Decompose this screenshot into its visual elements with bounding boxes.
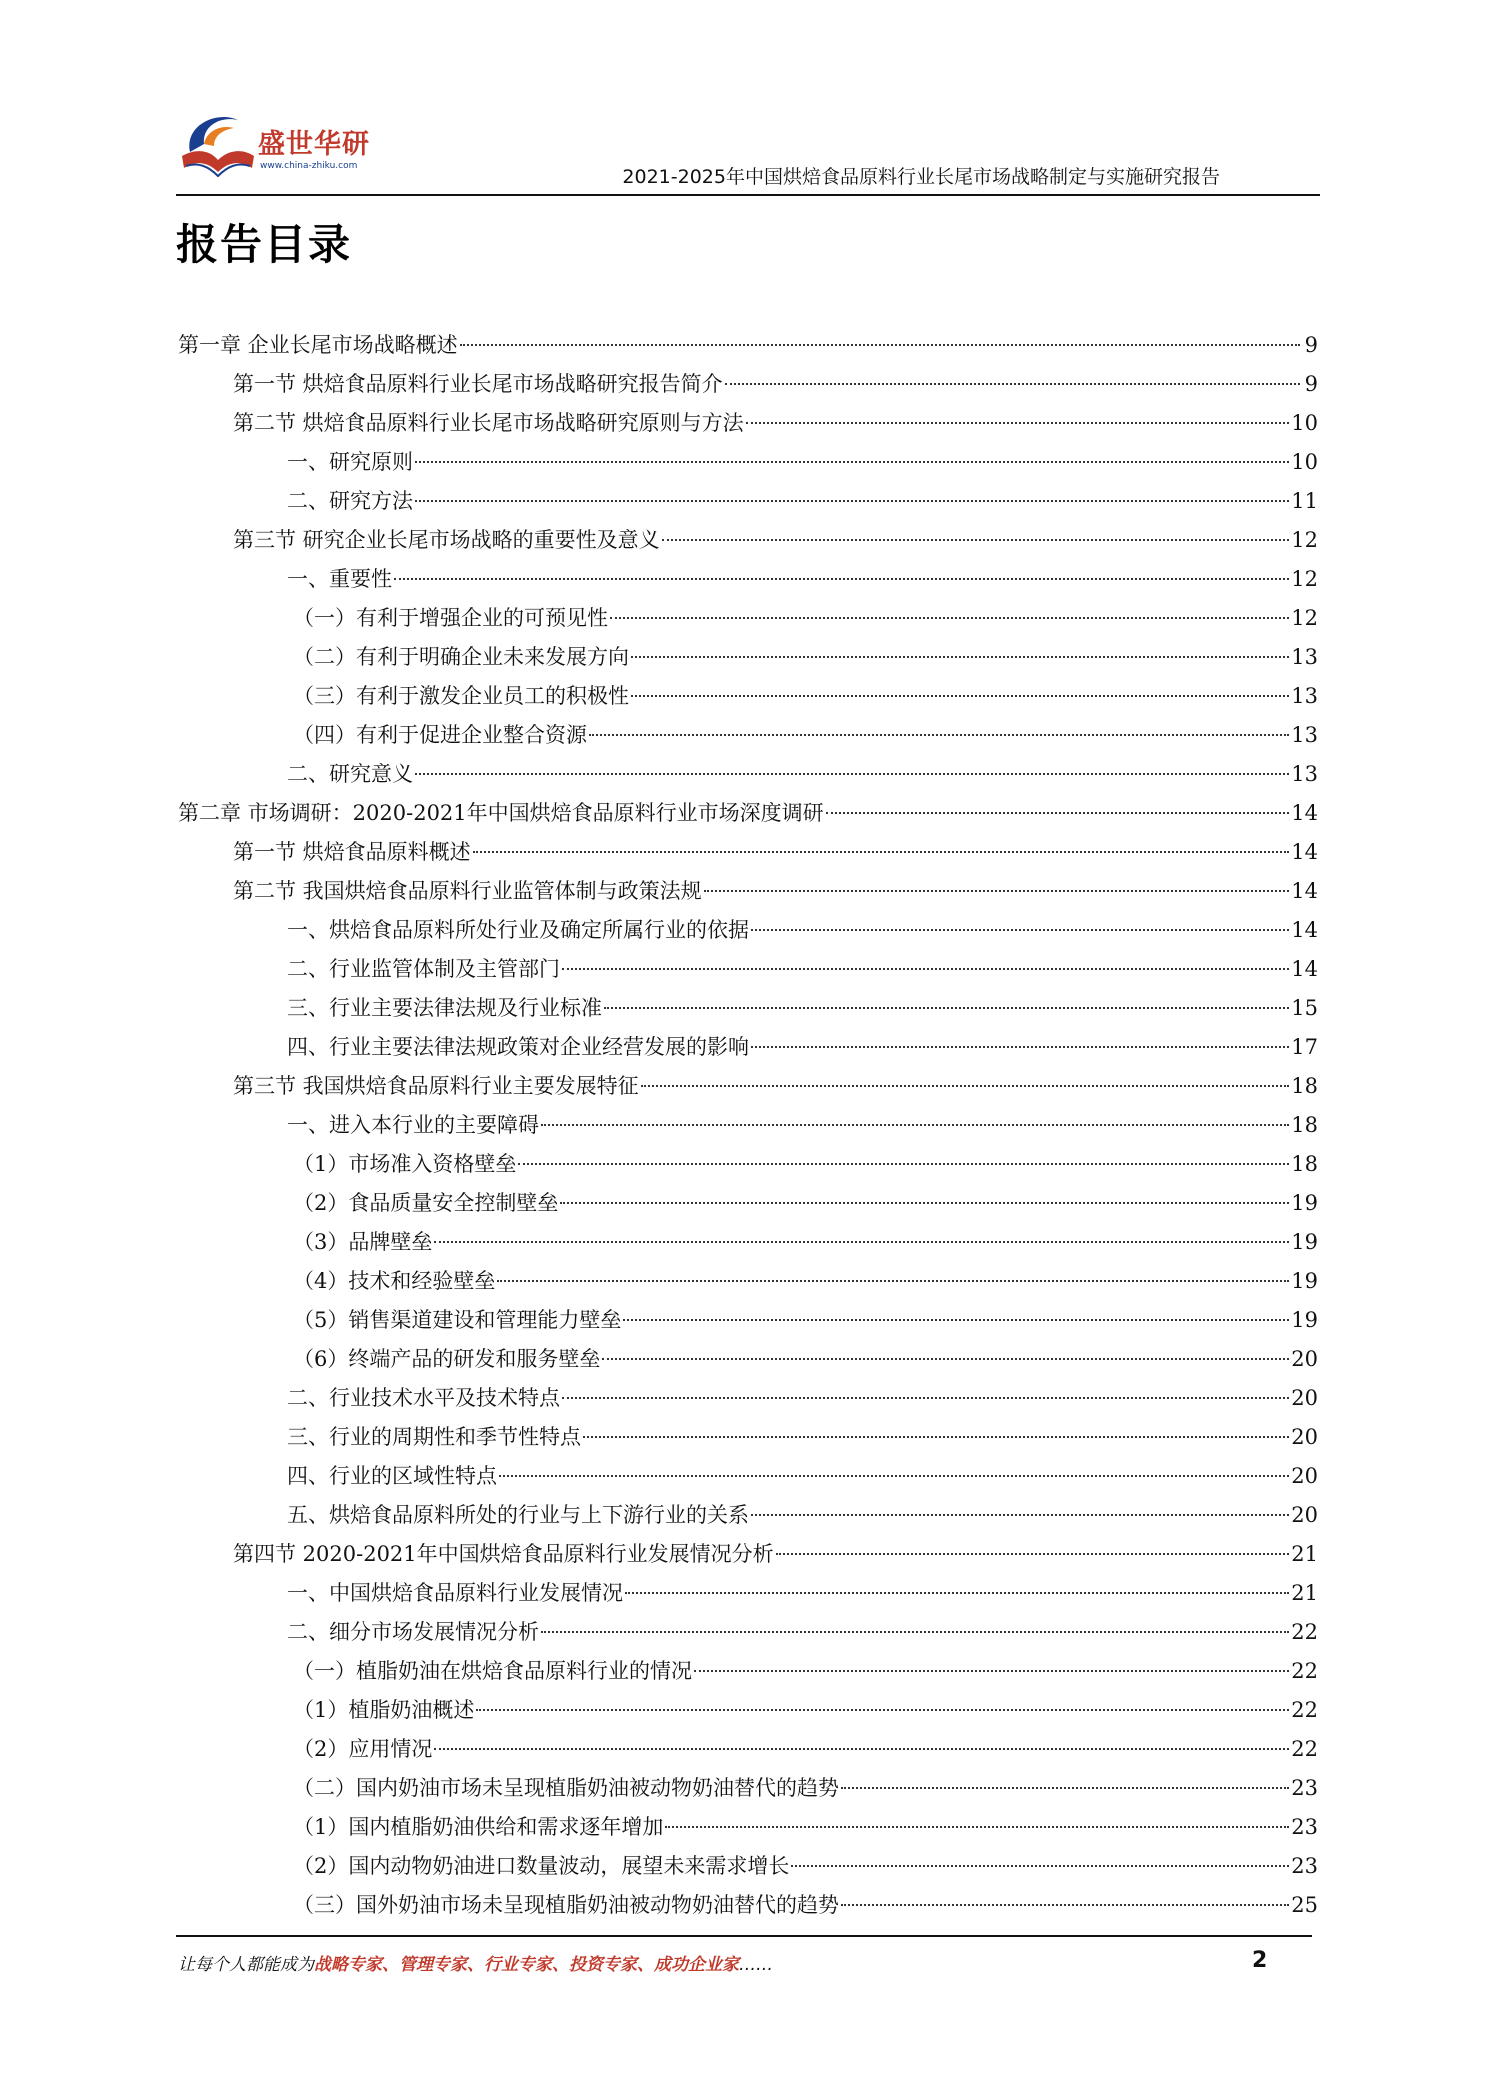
toc-entry-page: 25	[1291, 1893, 1318, 1917]
footer-slogan-suffix: ……	[739, 1955, 773, 1975]
toc-leader-dots	[751, 928, 1289, 931]
toc-entry-page: 9	[1304, 333, 1318, 357]
toc-entry-page: 18	[1291, 1074, 1318, 1098]
toc-entry[interactable]	[178, 482, 1318, 521]
toc-entry-title: 二、细分市场发展情况分析	[287, 1620, 539, 1644]
toc-entry[interactable]	[178, 1106, 1318, 1145]
toc-entry[interactable]	[178, 443, 1318, 482]
logo-url: www.china-zhiku.com	[260, 161, 358, 171]
toc-entry-page: 23	[1291, 1854, 1318, 1878]
toc-leader-dots	[602, 1357, 1289, 1360]
toc-leader-dots	[665, 1825, 1289, 1828]
toc-entry-page: 11	[1291, 489, 1318, 513]
toc-entry-page: 21	[1291, 1542, 1318, 1566]
toc-entry-title: 四、行业主要法律法规政策对企业经营发展的影响	[287, 1035, 749, 1059]
toc-entry-page: 13	[1291, 684, 1318, 708]
toc-entry-page: 17	[1291, 1035, 1318, 1059]
logo-emblem-icon	[176, 106, 256, 186]
toc-entry-page: 19	[1291, 1191, 1318, 1215]
toc-entry[interactable]	[178, 1496, 1318, 1535]
toc-leader-dots	[610, 616, 1289, 619]
toc-leader-dots	[694, 1669, 1289, 1672]
toc-entry-title: 一、重要性	[287, 567, 392, 591]
toc-entry-page: 20	[1291, 1386, 1318, 1410]
toc-leader-dots	[562, 1396, 1289, 1399]
toc-entry-page: 22	[1291, 1698, 1318, 1722]
toc-entry-page: 22	[1291, 1620, 1318, 1644]
toc-leader-dots	[434, 1747, 1289, 1750]
toc-entry[interactable]	[178, 638, 1318, 677]
toc-entry[interactable]	[178, 1067, 1318, 1106]
toc-entry[interactable]	[178, 1808, 1318, 1847]
toc-entry-title: （三）有利于激发企业员工的积极性	[293, 684, 629, 708]
toc-entry[interactable]	[178, 716, 1318, 755]
toc-entry[interactable]	[178, 989, 1318, 1028]
toc-entry-title: 第一节 烘焙食品原料概述	[233, 840, 471, 864]
toc-entry-title: （2）应用情况	[293, 1737, 433, 1761]
toc-leader-dots	[604, 1006, 1289, 1009]
toc-entry-title: 第二章 市场调研：2020-2021年中国烘焙食品原料行业市场深度调研	[178, 801, 824, 825]
toc-entry[interactable]	[178, 1691, 1318, 1730]
toc-entry-title: （三）国外奶油市场未呈现植脂奶油被动物奶油替代的趋势	[293, 1893, 839, 1917]
toc-entry-title: （四）有利于促进企业整合资源	[293, 723, 587, 747]
toc-leader-dots	[751, 1513, 1289, 1516]
toc-entry-title: 二、行业技术水平及技术特点	[287, 1386, 560, 1410]
page-title: 报告目录	[176, 220, 353, 269]
toc-entry-page: 22	[1291, 1659, 1318, 1683]
toc-leader-dots	[415, 772, 1289, 775]
toc-leader-dots	[841, 1903, 1289, 1906]
toc-leader-dots	[841, 1786, 1289, 1789]
toc-entry-page: 12	[1291, 606, 1318, 630]
toc-entry-page: 13	[1291, 723, 1318, 747]
toc-leader-dots	[583, 1435, 1289, 1438]
toc-leader-dots	[704, 889, 1290, 892]
toc-leader-dots	[641, 1084, 1290, 1087]
toc-leader-dots	[476, 1708, 1289, 1711]
toc-leader-dots	[826, 811, 1290, 814]
toc-entry-title: 一、中国烘焙食品原料行业发展情况	[287, 1581, 623, 1605]
toc-entry-page: 19	[1291, 1230, 1318, 1254]
toc-entry[interactable]	[178, 1730, 1318, 1769]
toc-entry-title: 第二节 烘焙食品原料行业长尾市场战略研究原则与方法	[233, 411, 744, 435]
toc-entry[interactable]	[178, 326, 1318, 365]
table-of-contents	[178, 326, 1318, 1925]
toc-entry[interactable]	[178, 911, 1318, 950]
toc-entry-title: 第二节 我国烘焙食品原料行业监管体制与政策法规	[233, 879, 702, 903]
toc-entry-title: （4）技术和经验壁垒	[293, 1269, 496, 1293]
page-number: 2	[1252, 1948, 1268, 1973]
toc-entry-title: 五、烘焙食品原料所处的行业与上下游行业的关系	[287, 1503, 749, 1527]
footer-slogan-prefix: 让每个人都能成为	[178, 1955, 314, 1975]
toc-entry-title: 一、烘焙食品原料所处行业及确定所属行业的依据	[287, 918, 749, 942]
toc-entry-page: 20	[1291, 1425, 1318, 1449]
toc-entry[interactable]	[178, 1769, 1318, 1808]
toc-entry[interactable]	[178, 365, 1318, 404]
toc-entry[interactable]	[178, 1223, 1318, 1262]
toc-entry-title: （一）有利于增强企业的可预见性	[293, 606, 608, 630]
toc-leader-dots	[725, 382, 1300, 385]
toc-entry-title: 第一节 烘焙食品原料行业长尾市场战略研究报告简介	[233, 372, 723, 396]
page-header	[176, 96, 1320, 200]
toc-entry-page: 18	[1291, 1152, 1318, 1176]
toc-leader-dots	[589, 733, 1289, 736]
toc-entry-page: 13	[1291, 645, 1318, 669]
toc-entry[interactable]	[178, 1847, 1318, 1886]
toc-entry-title: （二）国内奶油市场未呈现植脂奶油被动物奶油替代的趋势	[293, 1776, 839, 1800]
toc-entry-title: （2）食品质量安全控制壁垒	[293, 1191, 559, 1215]
toc-entry[interactable]	[178, 1379, 1318, 1418]
toc-entry-page: 14	[1291, 918, 1318, 942]
toc-entry[interactable]	[178, 1574, 1318, 1613]
toc-entry-page: 21	[1291, 1581, 1318, 1605]
toc-entry-title: 第三节 我国烘焙食品原料行业主要发展特征	[233, 1074, 639, 1098]
toc-entry-page: 10	[1291, 450, 1318, 474]
header-divider	[176, 194, 1320, 196]
footer-slogan-highlight: 战略专家、管理专家、行业专家、投资专家、成功企业家	[314, 1955, 739, 1975]
toc-entry[interactable]	[178, 1886, 1318, 1925]
toc-entry-page: 13	[1291, 762, 1318, 786]
toc-entry-page: 12	[1291, 528, 1318, 552]
toc-entry[interactable]	[178, 599, 1318, 638]
toc-entry-title: 三、行业主要法律法规及行业标准	[287, 996, 602, 1020]
toc-leader-dots	[751, 1045, 1289, 1048]
toc-entry[interactable]	[178, 1145, 1318, 1184]
toc-entry-title: 第三节 研究企业长尾市场战略的重要性及意义	[233, 528, 660, 552]
toc-leader-dots	[497, 1279, 1289, 1282]
toc-entry-title: 二、研究意义	[287, 762, 413, 786]
toc-leader-dots	[560, 1201, 1289, 1204]
toc-leader-dots	[791, 1864, 1289, 1867]
toc-entry-title: （一）植脂奶油在烘焙食品原料行业的情况	[293, 1659, 692, 1683]
toc-entry[interactable]	[178, 833, 1318, 872]
toc-entry-page: 14	[1291, 840, 1318, 864]
company-logo	[176, 106, 396, 186]
toc-leader-dots	[662, 538, 1290, 541]
toc-entry-page: 10	[1291, 411, 1318, 435]
toc-leader-dots	[434, 1240, 1289, 1243]
toc-leader-dots	[460, 343, 1300, 346]
toc-entry-title: （2）国内动物奶油进口数量波动，展望未来需求增长	[293, 1854, 790, 1878]
toc-leader-dots	[631, 655, 1289, 658]
toc-leader-dots	[394, 577, 1289, 580]
toc-entry[interactable]	[178, 1340, 1318, 1379]
toc-entry[interactable]	[178, 794, 1318, 833]
toc-leader-dots	[415, 499, 1289, 502]
toc-entry-page: 19	[1291, 1308, 1318, 1332]
toc-entry-page: 20	[1291, 1464, 1318, 1488]
report-title: 2021-2025年中国烘焙食品原料行业长尾市场战略制定与实施研究报告	[622, 166, 1220, 188]
toc-entry[interactable]	[178, 1652, 1318, 1691]
toc-entry-title: 二、行业监管体制及主管部门	[287, 957, 560, 981]
toc-entry-page: 20	[1291, 1503, 1318, 1527]
toc-leader-dots	[631, 694, 1289, 697]
toc-entry[interactable]	[178, 1262, 1318, 1301]
toc-entry[interactable]	[178, 560, 1318, 599]
toc-entry-page: 22	[1291, 1737, 1318, 1761]
footer-divider	[176, 1935, 1312, 1937]
toc-entry[interactable]	[178, 1457, 1318, 1496]
toc-leader-dots	[499, 1474, 1289, 1477]
toc-entry-page: 23	[1291, 1815, 1318, 1839]
toc-entry-page: 9	[1304, 372, 1318, 396]
toc-entry-title: 一、进入本行业的主要障碍	[287, 1113, 539, 1137]
toc-leader-dots	[473, 850, 1290, 853]
toc-entry[interactable]	[178, 677, 1318, 716]
toc-entry-page: 20	[1291, 1347, 1318, 1371]
toc-entry-title: 第四节 2020-2021年中国烘焙食品原料行业发展情况分析	[233, 1542, 774, 1566]
toc-entry[interactable]	[178, 755, 1318, 794]
toc-entry-page: 19	[1291, 1269, 1318, 1293]
toc-leader-dots	[623, 1318, 1289, 1321]
toc-leader-dots	[776, 1552, 1290, 1555]
toc-leader-dots	[518, 1162, 1289, 1165]
toc-entry-page: 12	[1291, 567, 1318, 591]
toc-entry-title: 一、研究原则	[287, 450, 413, 474]
toc-leader-dots	[746, 421, 1290, 424]
logo-name: 盛世华研	[258, 129, 370, 160]
toc-entry-page: 18	[1291, 1113, 1318, 1137]
toc-entry[interactable]	[178, 1184, 1318, 1223]
toc-entry-title: （1）植脂奶油概述	[293, 1698, 475, 1722]
toc-entry-page: 14	[1291, 879, 1318, 903]
toc-entry-title: （1）国内植脂奶油供给和需求逐年增加	[293, 1815, 664, 1839]
toc-entry-title: （6）终端产品的研发和服务壁垒	[293, 1347, 601, 1371]
toc-entry-page: 14	[1291, 957, 1318, 981]
toc-entry[interactable]	[178, 872, 1318, 911]
toc-entry[interactable]	[178, 1028, 1318, 1067]
toc-entry[interactable]	[178, 1418, 1318, 1457]
toc-entry[interactable]	[178, 404, 1318, 443]
toc-entry-title: （3）品牌壁垒	[293, 1230, 433, 1254]
footer-slogan	[178, 1950, 773, 1975]
toc-entry[interactable]	[178, 950, 1318, 989]
toc-leader-dots	[541, 1630, 1289, 1633]
toc-leader-dots	[541, 1123, 1289, 1126]
toc-leader-dots	[562, 967, 1289, 970]
toc-entry-title: （5）销售渠道建设和管理能力壁垒	[293, 1308, 622, 1332]
toc-entry[interactable]	[178, 1535, 1318, 1574]
toc-entry-page: 15	[1291, 996, 1318, 1020]
toc-entry-title: 四、行业的区域性特点	[287, 1464, 497, 1488]
toc-leader-dots	[625, 1591, 1289, 1594]
toc-entry[interactable]	[178, 1613, 1318, 1652]
toc-entry[interactable]	[178, 1301, 1318, 1340]
toc-entry-page: 14	[1291, 801, 1318, 825]
toc-entry-title: （二）有利于明确企业未来发展方向	[293, 645, 629, 669]
toc-entry-title: （1）市场准入资格壁垒	[293, 1152, 517, 1176]
toc-entry[interactable]	[178, 521, 1318, 560]
toc-entry-page: 23	[1291, 1776, 1318, 1800]
toc-entry-title: 二、研究方法	[287, 489, 413, 513]
toc-entry-title: 三、行业的周期性和季节性特点	[287, 1425, 581, 1449]
toc-leader-dots	[415, 460, 1289, 463]
toc-entry-title: 第一章 企业长尾市场战略概述	[178, 333, 458, 357]
